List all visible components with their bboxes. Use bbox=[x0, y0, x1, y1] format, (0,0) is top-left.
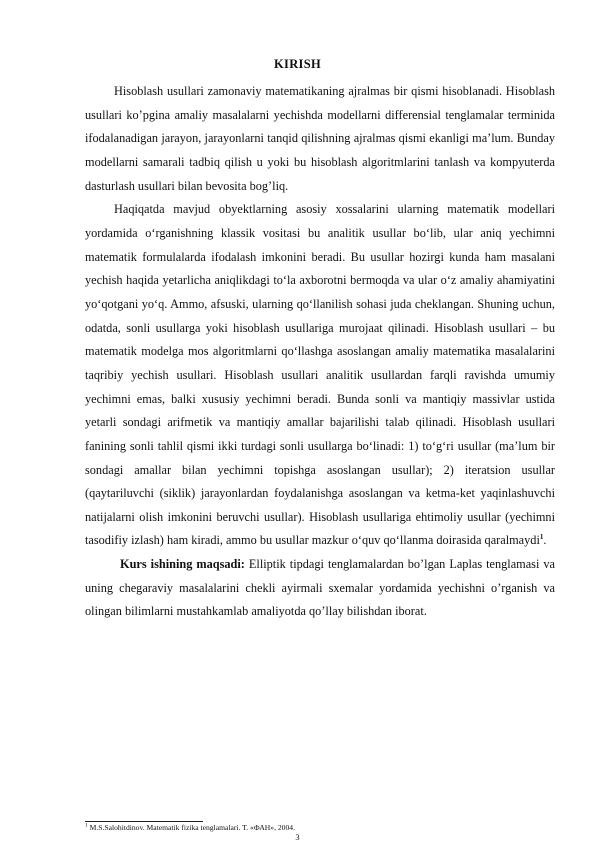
course-goal-label: Kurs ishining maqsadi: bbox=[120, 557, 245, 572]
course-goal-text: Elliptik tipdagi tenglamalardan bo’lgan Laplas tenglamasi va uning chegaraviy masalalarini chekli ayirmali sxemalar yordamida yechishni o’rganish va olingan bilimlarni mustahkamlab amaliyotda qo’llay bilishdan iborat. bbox=[85, 557, 556, 619]
body-text bbox=[85, 80, 555, 624]
page-number: 3 bbox=[295, 832, 300, 842]
footnote-divider bbox=[85, 821, 203, 822]
paragraph-methods bbox=[85, 198, 555, 553]
footnote-marker: 1 bbox=[85, 822, 88, 829]
paragraph-intro: Hisoblash usullari zamonaviy matematikaning ajralmas bir qismi hisoblanadi. Hisoblash usullari ko’pgina amaliy masalalarni yechishda modellarni differensial tenglamalar terminida ifodalanadigan jarayon, jarayonlarni tanqid qilishning ajralmas qismi ekanligi ma’lum. Bunday modellarni samarali tadbiq qilish u yoki bu hisoblash algoritmlarini tanlash va kompyuterda dasturlash usullari bilan bevosita bog’liq. bbox=[85, 84, 555, 193]
page-title: KIRISH bbox=[274, 57, 321, 71]
footnote-reference[interactable]: 1 bbox=[539, 533, 544, 542]
paragraph-methods-text: Haqiqatda mavjud obyektlarning asosiy xossalarini ularning matematik modellari yordamida o‘rganishning klassik vositasi bu analitik usullar bo‘lib, ular aniq yechimni matematik formulalarda ifodalash imkonini beradi. Bu usullar hozirgi kunda ham masalani yechish haqida yetarlicha aniqlikdagi to‘la axborotni bermoqda va ular o‘z amaliy ahamiyatini yo‘qotgani yo‘q. Ammo, afsuski, ularning qo‘llanilish sohasi juda cheklangan. Shuning uchun, odatda, sonli usullarga yoki hisoblash usullariga murojaat qilinadi. Hisoblash usullari – bu matematik modelga mos algoritmlarni qo‘llashga asoslangan amaliy matematika masalalarini taqribiy yechish usullari. Hisoblash usullari analitik usullardan farqli ravishda umumiy yechimni emas, balki xususiy yechimni beradi. Bunda sonli va mantiqiy massivlar ustida yetarli sondagi arifmetik va mantiqiy amallar bajarilishi talab qilinadi. Hisoblash usullari fanining sonli tahlil qismi ikki turdagi sonli usullarga bo‘linadi: 1) to‘g‘ri usullar (ma’lum bir sondagi amallar bilan yechimni topishga asoslangan usullar); 2) iteratsion usullar (qaytariluvchi (siklik) jarayonlardan foydalanishga asoslangan va ketma-ket yaqinlashuvchi natijalarni olish imkonini beruvchi usullar). Hisoblash usullariga ehtimoliy usullar (yechimni tasodifiy izlash) ham kiradi, ammo bu usullar mazkur o‘quv qo‘llanma doirasida qaralmaydi bbox=[85, 202, 555, 548]
footnote-text: M.S.Salohitdinov. Matematik fizika tenglamalari. T. «ФАН», 2004. bbox=[87, 823, 295, 832]
paragraph-course-goal bbox=[85, 553, 555, 624]
paragraph-end-period: . bbox=[543, 533, 547, 548]
